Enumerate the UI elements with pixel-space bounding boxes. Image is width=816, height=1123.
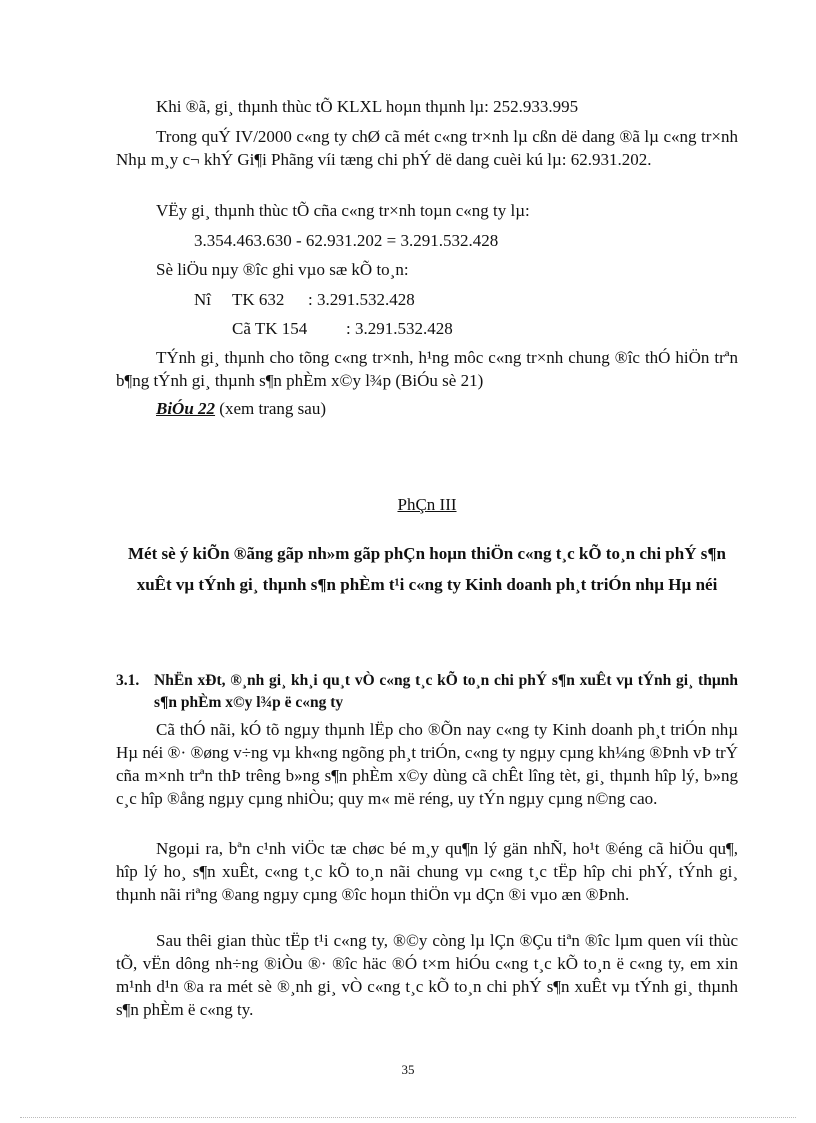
credit-amount: : 3.291.532.428 [346,319,453,338]
paragraph-company-development: Cã thÓ nãi, kÓ tõ ngµy thµnh lËp cho ®Õn nay c«ng ty Kinh doanh ph¸t triÓn nhµ Hµ néi ®· ®øng v÷ng vµ kh«ng ngõng ph¸t triÓn, c«ng ty ngµy cµng kh¼ng ®Þnh vÞ trÝ cña m×nh trªn thÞ trêng b»ng s¶n phÈm x©y dùng cã chÊt lîng tèt, gi¸ thµnh hîp lý, b»ng c¸c hîp ®ång ngµy cµng nhiÒu; quy m« më réng, uy tÝn ngµy cµng n©ng cao. [116,720,738,808]
debit-amount: : 3.291.532.428 [308,290,415,309]
debit-account: TK 632 [232,290,285,309]
paragraph-accounting-record: Sè liÖu nµy ®îc ghi vµo sæ kÕ to¸n: [156,260,409,279]
paragraph-klxl-cost: Khi ®ã, gi¸ thµnh thùc tÕ KLXL hoµn thµnh lµ: 252.933.995 [156,97,579,116]
bieu-22-label: BiÓu 22 [156,399,216,418]
section-number: 3.1. [116,672,140,689]
bieu-22-reference [156,397,326,420]
paragraph-actual-cost: VËy gi¸ thµnh thùc tÕ cña c«ng tr×nh toµn c«ng ty lµ: [156,201,530,220]
bieu-22-note: (xem trang sau) [215,399,326,418]
paragraph-internship: Sau thêi gian thùc tËp t¹i c«ng ty, ®©y còng lµ lÇn ®Çu tiªn ®îc lµm quen víi thùc tÕ, vËn dông nh÷ng ®iÒu ®· ®îc häc ®Ó t×m hiÓu c«ng t¸c kÕ to¸n ë c«ng ty, em xin m¹nh d¹n ®a ra mét sè ®¸nh gi¸ vÒ c«ng t¸c kÕ to¸n chi phÝ s¶n xuÊt vµ tÝnh gi¸ thµnh s¶n phÈm ë c«ng ty. [116,931,738,1019]
credit-account: Cã TK 154 [232,319,308,338]
paragraph-accounting-organization: Ngoµi ra, bªn c¹nh viÖc tæ chøc bé m¸y qu¶n lý gän nhÑ, ho¹t ®éng cã hiÖu qu¶, hîp lý ho¸ s¶n xuÊt, c«ng t¸c kÕ to¸n nãi chung vµ c«ng t¸c tËp hîp chi phÝ, tÝnh gi¸ thµnh nãi riªng ®ang ngµy cµng ®îc hoµn thiÖn vµ dÇn ®i vµo æn ®Þnh. [116,839,738,904]
part-heading: Mét sè ý kiÕn ®ãng gãp nh»m gãp phÇn hoµn thiÖn c«ng t¸c kÕ to¸n chi phÝ s¶n xuÊt vµ tÝnh gi¸ thµnh s¶n phÈm t¹i c«ng ty Kinh doanh ph¸t triÓn nhµ Hµ néi [128,544,726,594]
page-bottom-divider [20,1117,796,1118]
paragraph-unfinished-work: Trong quÝ IV/2000 c«ng ty chØ cã mét c«ng tr×nh lµ cßn dë dang ®ã lµ c«ng tr×nh Nhµ m¸y c¬ khÝ Gi¶i Phãng víi tæng chi phÝ dë dang cuèi kú lµ: 62.931.202. [116,127,738,169]
cost-equation: 3.354.463.630 - 62.931.202 = 3.291.532.428 [194,231,499,250]
page-number: 35 [401,1062,415,1077]
part-label: PhÇn III [397,495,457,514]
section-heading [116,670,738,714]
section-title: NhËn xÐt, ®¸nh gi¸ kh¸i qu¸t vÒ c«ng t¸c kÕ to¸n chi phÝ s¶n xuÊt vµ tÝnh gi¸ thµnh s¶n phÈm x©y l¾p ë c«ng ty [154,672,738,711]
paragraph-cost-table: TÝnh gi¸ thµnh cho tõng c«ng tr×nh, h¹ng môc c«ng tr×nh chung ®îc thÓ hiÖn trªn b¶ng tÝnh gi¸ thµnh s¶n phÈm x©y l¾p (BiÓu sè 21) [116,348,738,390]
debit-label: Nî [194,290,211,309]
